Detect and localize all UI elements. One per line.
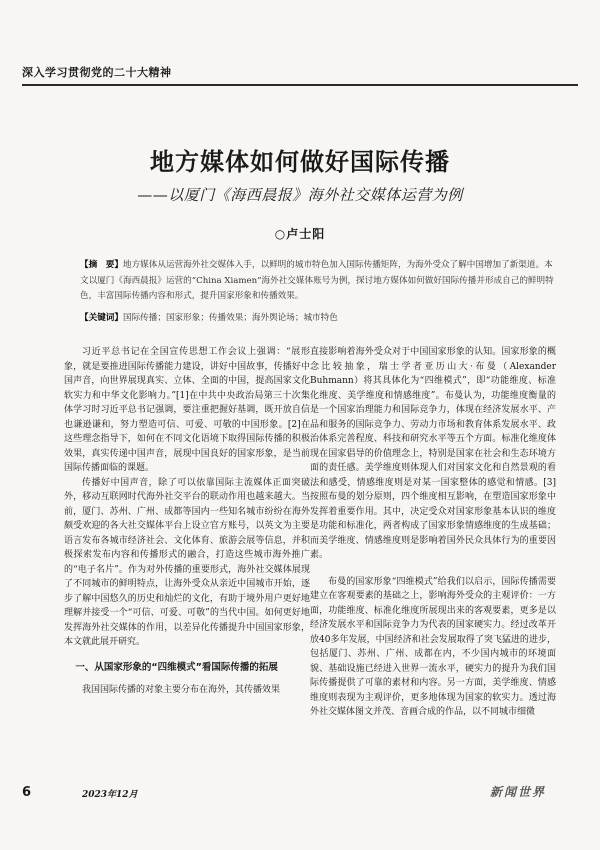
column-title: 深入学习贯彻党的二十大精神 <box>22 66 172 79</box>
section-heading: 一、从国家形象的“四维模式”看国际传播的拓展 <box>75 661 278 673</box>
body-paragraph: 传播好中国声音，除了可以依靠国际主流媒体正面突破外，移动互联网时代海外社交平台的联动作用也越来越大。当前，厦门、苏州、广州、成都等国内一些知名城市纷纷在海外颇受欢迎的各大社交媒体平台上设立官方账号，以英文为主要语言发布各城市经济社会、文化体育、旅游会展等信息，并积极探索发布内容和传播形式的融合，打造这些城市海外推广的“电子名片”。作为对外传播的重要形式，海外社交媒体展现了不同城市的鲜明特点，让海外受众从亲近中国城市开始，逐步了解中国悠久的历史和灿烂的文化，有助于境外用户更好地理解并接受一个“可信、可爱、可敬”的当代中国。如何更好地发挥海外社交媒体的作用，以差异化传播提升中国国家形象，本文就此展开研究。 <box>64 477 310 647</box>
body-right-column <box>310 345 556 720</box>
abstract-text: 地方媒体从运营海外社交媒体入手，以鲜明的城市特色加入国际传播矩阵，为海外受众了解中国增加了新渠道。本文以厦门《海西晨报》运营的“China Xiamen”海外社交媒体账号为例，探讨地方媒体如何做好国际传播并形成自己的鲜明特色，丰富国际传播内容和形式，提升国家形象和传播效果。 <box>80 260 554 301</box>
keywords <box>80 311 558 327</box>
keywords-text: 国际传播；国家形象；传播效果；海外舆论场；城市特色 <box>122 312 338 323</box>
issue-date: 2023年12月 <box>82 790 138 800</box>
keywords-label: 【关键词】 <box>80 312 123 323</box>
article-author: ○卢士阳 <box>274 227 326 241</box>
article-title: 地方媒体如何做好国际传播 <box>150 148 450 176</box>
body-paragraph: 我国国际传播的对象主要分布在海外，其传播效果 <box>82 684 281 695</box>
page-number: 6 <box>22 785 32 800</box>
body-left-column <box>64 345 310 697</box>
abstract <box>80 258 558 305</box>
body-paragraph: 直接影响着海外受众对于中国国家形象的认知。国家形象的概念比较抽象，瑞士学者亚历山大·布曼（Alexander Buhmann）将其具体化为“四维模式”，即“功能维度、标准化维度、美学维度和情感维度”。布曼认为，功能维度衡量的是一个国家治理能力和国际竞争力，体现在经济发展水平、产品和服务的国际竞争力、劳动力市场和教育体系发展水平、政治体系完善程度、科技和研究水平等五个方面。标准化维度体现在国家倡导的价值理念上，特别是国家在社会和生态环境方面的责任感。美学维度则体现人们对国家文化和自然景观的看法和感受，情感维度则是对某一国家整体的感觉和情感。[3]按照布曼的划分原则，四个维度相互影响，在塑造国家形象中发挥着重要作用。其中，决定受众对国家形象基本认识的维度是功能和标准化，两者构成了国家形象情感维度的生成基础；而美学维度、情感维度则是影响着国外民众具体行为的重要因素。 <box>310 347 556 560</box>
abstract-block <box>80 258 558 326</box>
abstract-label: 【摘 要】 <box>80 260 123 270</box>
body-paragraph: 布曼的国家形象“四维模式”给我们以启示，国际传播需要建立在客观要素的基础之上，影响海外受众的主观评价：一方面，功能维度、标准化维度所展现出来的客观要素，更多是以经济发展水平和国际竞争力为代表的国家硬实力。经过改革开放40多年发展，中国经济和社会发展取得了突飞猛进的进步，包括厦门、苏州、广州、成都在内，不少国内城市的环境面貌、基础设施已经进入世界一流水平，硬实力的提升为我们国际传播提供了可靠的素材和内容。另一方面，美学维度、情感维度则表现为主观评价，更多地体现为国家的软实力。透过海外社交媒体图文并茂、音画合成的作品，以不同城市细微 <box>310 576 556 717</box>
journal-logo: 新闻世界 <box>490 785 547 799</box>
column-header <box>22 62 578 86</box>
article-subtitle: ——以厦门《海西晨报》海外社交媒体运营为例 <box>137 186 463 204</box>
body-paragraph: 习近平总书记在全国宣传思想工作会议上强调：“展形象，就是要推进国际传播能力建设，讲好中国故事，传播好中国声音，向世界展现真实、立体、全面的中国，提高国家文化软实力和中华文化影响力。”[1]在中共中央政治局第三十次集体学习时习近平总书记强调，要注重把握好基调，既开放自信也谦逊谦和，努力塑造可信、可爱、可敬的中国形象。[2]在这些理念指导下，如何在不同文化语境下取得国际传播的积极效果，真实传递中国声音，展现中国良好的国家形象，是当前国际传播面临的课题。 <box>64 347 310 473</box>
